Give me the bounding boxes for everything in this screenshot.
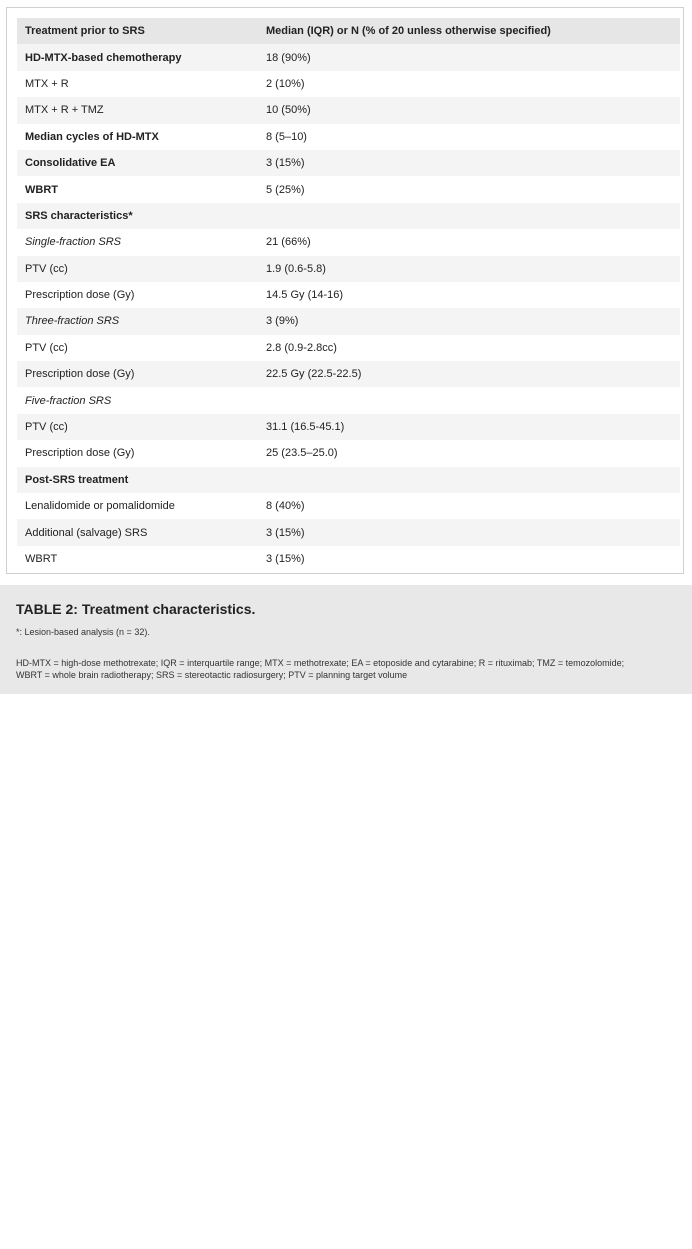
row-value: 25 (23.5–25.0) xyxy=(258,440,680,466)
row-label: WBRT xyxy=(17,176,258,202)
table-row xyxy=(17,203,680,229)
row-value: 21 (66%) xyxy=(258,229,680,255)
row-label: Lenalidomide or pomalidomide xyxy=(17,493,258,519)
row-value xyxy=(258,387,680,413)
row-value: 3 (15%) xyxy=(258,150,680,176)
caption-abbreviations xyxy=(16,657,686,681)
row-label: Single-fraction SRS xyxy=(17,229,258,255)
row-value: 31.1 (16.5-45.1) xyxy=(258,414,680,440)
table-row xyxy=(17,308,680,334)
row-value: 2.8 (0.9-2.8cc) xyxy=(258,335,680,361)
row-value: 3 (9%) xyxy=(258,308,680,334)
row-value: 8 (40%) xyxy=(258,493,680,519)
table-row xyxy=(17,387,680,413)
row-label: MTX + R + TMZ xyxy=(17,97,258,123)
table-row xyxy=(17,440,680,466)
row-label: PTV (cc) xyxy=(17,335,258,361)
row-label: Prescription dose (Gy) xyxy=(17,282,258,308)
table-row xyxy=(17,71,680,97)
table-row xyxy=(17,546,680,572)
row-label: Additional (salvage) SRS xyxy=(17,519,258,545)
row-label: Prescription dose (Gy) xyxy=(17,440,258,466)
row-value: 2 (10%) xyxy=(258,71,680,97)
row-value: 5 (25%) xyxy=(258,176,680,202)
watermark-logo-icon xyxy=(556,1237,576,1249)
table-frame xyxy=(6,7,684,574)
table-row xyxy=(17,124,680,150)
column-header-treatment: Treatment prior to SRS xyxy=(17,18,258,44)
abbreviations-line-1: HD-MTX = high-dose methotrexate; IQR = interquartile range; MTX = methotrexate; EA = etoposide and cytarabine; R = rituximab; TMZ = temozolomide; xyxy=(16,658,625,668)
row-label: PTV (cc) xyxy=(17,414,258,440)
treatment-characteristics-table xyxy=(17,18,680,572)
row-value xyxy=(258,467,680,493)
table-row xyxy=(17,519,680,545)
row-label: HD-MTX-based chemotherapy xyxy=(17,44,258,70)
row-label: Prescription dose (Gy) xyxy=(17,361,258,387)
row-value: 1.9 (0.6-5.8) xyxy=(258,256,680,282)
table-row xyxy=(17,493,680,519)
row-value: 18 (90%) xyxy=(258,44,680,70)
abbreviations-line-2: WBRT = whole brain radiotherapy; SRS = stereotactic radiosurgery; PTV = planning target volume xyxy=(16,670,408,680)
row-value: 10 (50%) xyxy=(258,97,680,123)
table-row xyxy=(17,335,680,361)
row-value: 22.5 Gy (22.5-22.5) xyxy=(258,361,680,387)
table-row xyxy=(17,414,680,440)
column-header-value: Median (IQR) or N (% of 20 unless otherwise specified) xyxy=(258,18,680,44)
row-label: Consolidative EA xyxy=(17,150,258,176)
row-label: Five-fraction SRS xyxy=(17,387,258,413)
table-row xyxy=(17,229,680,255)
row-value: 3 (15%) xyxy=(258,519,680,545)
table-row xyxy=(17,176,680,202)
caption-title: TABLE 2: Treatment characteristics. xyxy=(16,601,256,617)
table-row xyxy=(17,150,680,176)
table-row xyxy=(17,282,680,308)
row-value: 3 (15%) xyxy=(258,546,680,572)
table-caption xyxy=(0,585,692,694)
table-row xyxy=(17,256,680,282)
row-label: PTV (cc) xyxy=(17,256,258,282)
table-row xyxy=(17,467,680,493)
row-value: 14.5 Gy (14-16) xyxy=(258,282,680,308)
row-value: 8 (5–10) xyxy=(258,124,680,150)
row-label: Post-SRS treatment xyxy=(17,467,258,493)
row-value xyxy=(258,203,680,229)
caption-footnote: *: Lesion-based analysis (n = 32). xyxy=(16,627,150,637)
row-label: MTX + R xyxy=(17,71,258,97)
table-row xyxy=(17,97,680,123)
table-header-row xyxy=(17,18,680,44)
table-body xyxy=(17,44,680,572)
watermark-badge-icon xyxy=(586,1185,666,1235)
row-label: WBRT xyxy=(17,546,258,572)
table-row xyxy=(17,44,680,70)
table-row xyxy=(17,361,680,387)
row-label: SRS characteristics* xyxy=(17,203,258,229)
row-label: Three-fraction SRS xyxy=(17,308,258,334)
row-label: Median cycles of HD-MTX xyxy=(17,124,258,150)
